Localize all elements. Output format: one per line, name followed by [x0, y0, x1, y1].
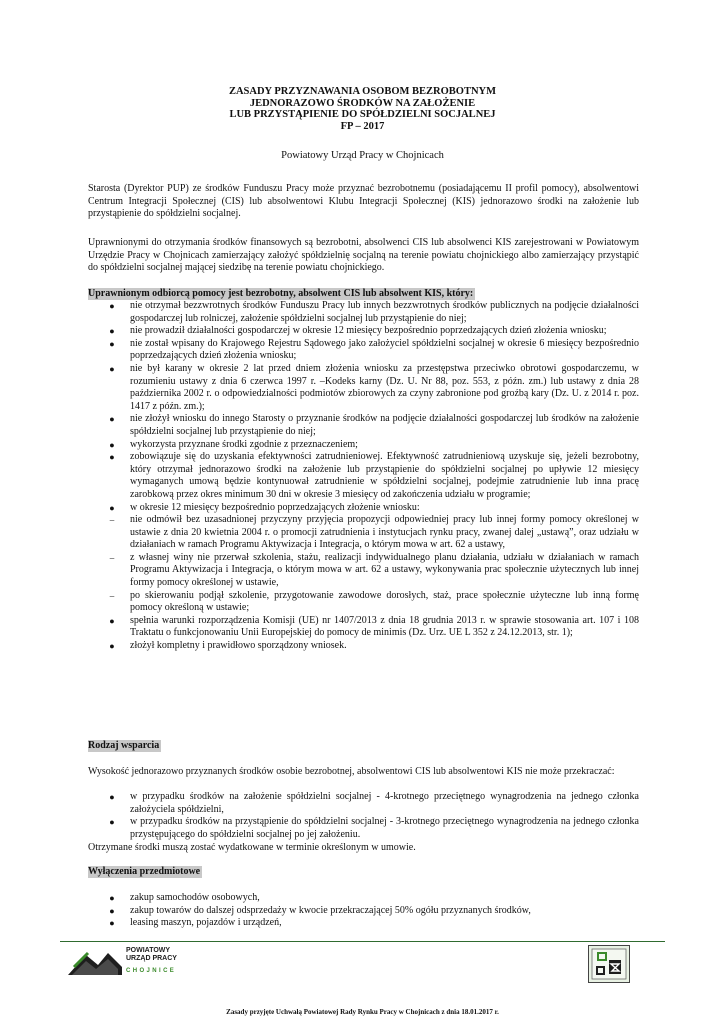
support-intro: Wysokość jednorazowo przyznanych środków osobie bezrobotnej, absolwentowi CIS lub absolwentowi KIS nie może przekraczać: — [88, 766, 615, 777]
list-item-text: złożył kompletny i prawidłowo sporządzony wniosek. — [130, 640, 347, 652]
list-item-text: spełnia warunki rozporządzenia Komisji (UE) nr 1407/2013 z dnia 18 grudnia 2013 r. w sprawie stosowania art. 107 i 108 Traktatu o funkcjonowaniu Unii Europejskiej do pomocy de minimis (Dz. Urz. UE L 352 z 24.12.2013, str. 1); — [130, 614, 639, 639]
list-item — [88, 439, 639, 452]
eligible-list — [88, 300, 639, 653]
list-item — [88, 502, 639, 515]
list-item-text: wykorzysta przyznane środki zgodnie z przeznaczeniem; — [130, 438, 358, 450]
list-item — [88, 590, 639, 615]
list-item-text: nie został wpisany do Krajowego Rejestru Sądowego jako założyciel spółdzielni socjalnej w okresie 6 miesięcy bezpośrednio poprzedzających dzień złożenia wniosku; — [130, 337, 639, 362]
list-item — [88, 615, 639, 640]
pup-logo-text — [126, 947, 177, 963]
footer-note: Zasady przyjęte Uchwałą Powiatowej Rady Rynku Pracy w Chojnicach z dnia 18.01.2017 r. — [226, 1008, 499, 1016]
bullet-icon: ● — [109, 792, 115, 802]
list-item — [88, 791, 639, 816]
title-line: FP – 2017 — [340, 120, 385, 132]
bullet-icon: ● — [109, 338, 115, 349]
bullet-icon: ● — [109, 905, 115, 916]
list-item — [88, 892, 639, 905]
list-item-text: nie otrzymał bezzwrotnych środków Funduszu Pracy lub innych bezzwrotnych środków publicznych na podjęcie działalności gospodarczej lub rolniczej, założenie spółdzielni socjalnej lub przystąpienie do niej; — [130, 300, 639, 324]
list-item-text: w przypadku środków na założenie spółdzielni socjalnej - 4-krotnego przeciętnego wynagrodzenia na jednego członka założyciela spółdzielni, — [130, 791, 639, 815]
list-item — [88, 451, 639, 501]
list-item-text: nie prowadził działalności gospodarczej w okresie 12 miesięcy bezpośrednio poprzedzających dzień złożenia wniosku; — [130, 325, 607, 337]
pup-logo-line: URZĄD PRACY — [126, 955, 177, 962]
support-list — [88, 791, 639, 841]
section-heading-exclusions: Wyłączenia przedmiotowe — [88, 866, 201, 877]
council-logo-icon — [589, 946, 629, 982]
list-item — [88, 552, 639, 590]
intro-paragraph-2: Uprawnionymi do otrzymania środków finansowych są bezrobotni, absolwenci CIS lub absolwenci KIS zarejestrowani w Powiatowym Urzędzie Pracy w Chojnicach zamierzający założyć spółdzielnię socjalną na terenie powiatu chojnickiego albo zamierzający przystąpić do spółdzielni socjalnej mającej siedzibę na terenie powiatu chojnickiego. — [88, 237, 639, 274]
title-line: ZASADY PRZYZNAWANIA OSOBOM BEZROBOTNYM — [228, 86, 497, 97]
list-item-text: zakup samochodów osobowych, — [130, 892, 260, 903]
title-line: JEDNORAZOWO ŚRODKÓW NA ZAŁOŻENIE — [249, 97, 476, 109]
dash-marker: – — [109, 552, 115, 563]
list-item — [88, 514, 639, 552]
list-item-text: w przypadku środków na przystąpienie do spółdzielni socjalnej - 3-krotnego przeciętnego wynagrodzenia na jednego członka przystępującego do spółdzielni socjalnej po jej założeniu. — [130, 816, 639, 840]
list-item-text: w okresie 12 miesięcy bezpośrednio poprzedzających złożenie wniosku: — [130, 501, 420, 513]
list-item-text: nie złożył wniosku do innego Starosty o przyznanie środków na podjęcie działalności gospodarczej lub środków na założenie spółdzielni socjalnej lub przystąpienie do niej; — [130, 413, 639, 437]
dash-marker: – — [109, 590, 115, 601]
bullet-icon: ● — [109, 502, 115, 513]
bullet-icon: ● — [109, 414, 115, 425]
list-item — [88, 917, 639, 930]
list-item — [88, 325, 639, 338]
list-item — [88, 905, 639, 918]
list-item-text: z własnej winy nie przerwał szkolenia, stażu, realizacji indywidualnego planu działania, udziału w działaniach w ramach Programu Aktywizacja i Integracja, o którym mowa w art. 62 a ustawy, wykonywania prac społecznie użytecznych lub innej formy pomocy określonej w ustawie, — [130, 551, 639, 589]
title-line: LUB PRZYSTĄPIENIE DO SPÓŁDZIELNI SOCJALNEJ — [229, 109, 496, 120]
pup-logo-city: CHOJNICE — [126, 968, 177, 974]
list-item — [88, 413, 639, 438]
bullet-icon: ● — [109, 641, 115, 652]
document-title — [90, 86, 635, 132]
exclusions-list — [88, 892, 639, 930]
list-item-text: zakup towarów do dalszej odsprzedaży w kwocie przekraczającej 50% ogółu przyznanych środków, — [130, 904, 531, 916]
list-item — [88, 816, 639, 841]
list-item-text: leasing maszyn, pojazdów i urządzeń, — [130, 917, 282, 929]
support-note: Otrzymane środki muszą zostać wydatkowane w terminie określonym w umowie. — [88, 842, 416, 853]
bullet-icon: ● — [109, 439, 115, 450]
pup-logo — [66, 945, 192, 979]
list-item-text: nie był karany w okresie 2 lat przed dniem złożenia wniosku za przestępstwa przeciwko obrotowi gospodarczemu, w rozumieniu ustawy z dnia 6 czerwca 1997 r. –Kodeks karny (Dz. U. Nr 88, poz. 553, z późn. zm.) lub ustawy z dnia 28 października 2002 r. o odpowiedzialności podmiotów zbiorowych za czyny zabronione pod groźbą kary (Dz. U. z 2014 r. poz. 1417 z późn. zm.); — [130, 362, 639, 412]
bullet-icon: ● — [109, 452, 115, 463]
bullet-icon: ● — [109, 918, 115, 929]
bullet-icon: ● — [109, 301, 115, 311]
list-item-text: zobowiązuje się do uzyskania efektywności zatrudnieniowej. Efektywność zatrudnieniową uzyskuje się, jeżeli bezrobotny, który otrzymał jednorazowo środki na założenie lub przystąpienie do spółdzielni socjalnej po upływie 12 miesięcy wymaganych umową będzie kontynuował zatrudnienie w spółdzielni socjalnej, podejmie zatrudnienie lub inna pracę zarobkową przez okres minimum 30 dni w okresie 3 miesięcy od zakończenia udziału w programie; — [130, 451, 639, 500]
dash-marker: – — [109, 515, 115, 526]
council-logo — [588, 945, 630, 983]
intro-paragraph-1: Starosta (Dyrektor PUP) ze środków Funduszu Pracy może przyznać bezrobotnemu (posiadającemu II profil pomocy), absolwentowi Centrum Integracji Społecznej (CIS) lub absolwentowi Klubu Integracji Społecznej (KIS) jednorazowo środki na założenie lub przystąpienie do spółdzielni socjalnej. — [88, 183, 639, 220]
list-item — [88, 338, 639, 363]
bullet-icon: ● — [109, 615, 115, 626]
list-item — [88, 363, 639, 413]
pup-logo-line: POWIATOWY — [126, 947, 171, 954]
bullet-icon: ● — [109, 326, 115, 337]
bullet-icon: ● — [109, 817, 115, 828]
pup-logo-icon — [66, 945, 124, 979]
document-subtitle: Powiatowy Urząd Pracy w Chojnicach — [281, 150, 444, 161]
section-heading-eligible: Uprawnionym odbiorcą pomocy jest bezrobotny, absolwent CIS lub absolwent KIS, który: — [88, 288, 474, 299]
list-item — [88, 300, 639, 325]
bullet-icon: ● — [109, 363, 115, 374]
footer-divider — [60, 941, 665, 942]
list-item — [88, 640, 639, 653]
list-item-text: po skierowaniu podjął szkolenie, przygotowanie zawodowe dorosłych, staż, prace społecznie użyteczne lub inną formę pomocy określoną w ustawie; — [130, 589, 639, 614]
bullet-icon: ● — [109, 893, 115, 903]
section-heading-support: Rodzaj wsparcia — [88, 740, 160, 751]
list-item-text: nie odmówił bez uzasadnionej przyczyny przyjęcia propozycji odpowiedniej pracy lub innej formy pomocy określonej w ustawie z dnia 20 kwietnia 2004 r. o promocji zatrudnienia i instytucjach rynku pracy, zwanej dalej „ustawą”, oraz udziału w działaniach w ramach Programu Aktywizacja i Integracja, o którym mowa w art. 62 a ustawy, — [130, 514, 639, 551]
